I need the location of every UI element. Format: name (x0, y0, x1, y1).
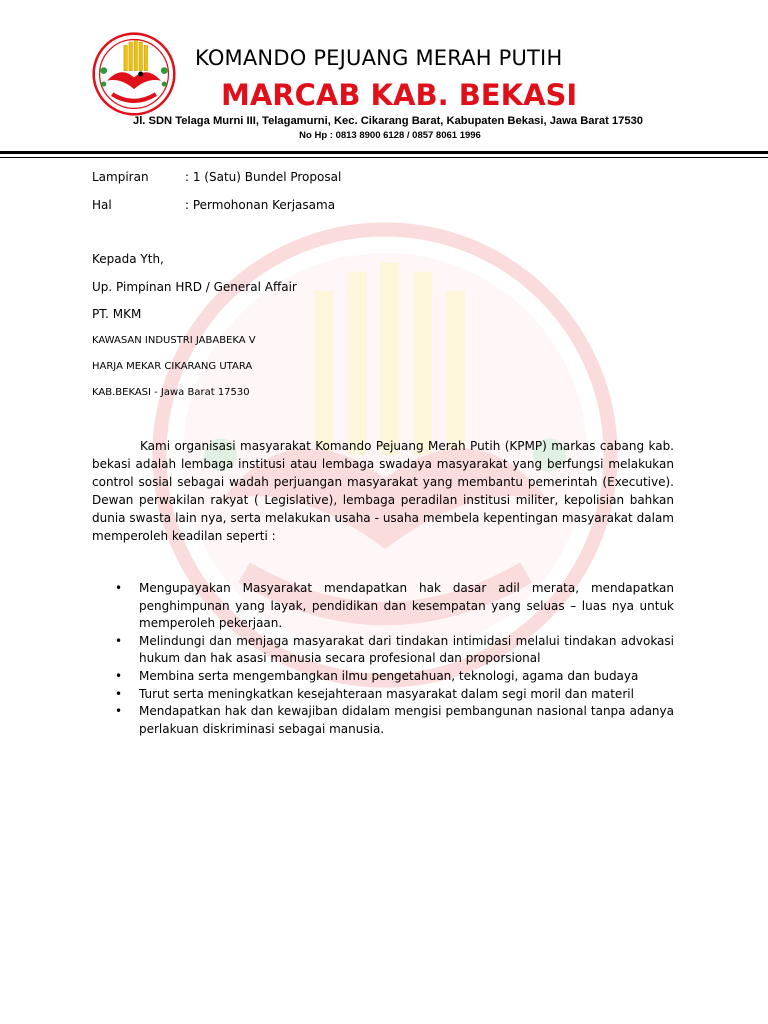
objectives-list (92, 580, 674, 738)
list-item (92, 633, 674, 668)
list-item (92, 686, 674, 704)
bullet-icon: • (115, 581, 123, 595)
greeting: Kepada Yth, (92, 252, 164, 266)
list-item (92, 580, 674, 633)
bullet-icon: • (115, 633, 123, 648)
header-divider-thin (0, 157, 768, 158)
recipient-address-line1: KAWASAN INDUSTRI JABABEKA V (92, 335, 256, 346)
attention-line: Up. Pimpinan HRD / General Affair (92, 280, 297, 294)
list-item-text: Membina serta mengembangkan ilmu pengetahuan, teknologi, agama dan budaya (139, 668, 639, 683)
recipient-company: PT. MKM (92, 307, 142, 321)
branch-name: MARCAB KAB. BEKASI (221, 78, 578, 112)
hal-label: Hal (92, 198, 112, 212)
bullet-icon: • (115, 686, 123, 701)
list-item (92, 668, 674, 686)
organization-logo (92, 32, 176, 116)
hal-value: : Permohonan Kerjasama (185, 198, 336, 212)
lampiran-label: Lampiran (92, 170, 149, 184)
hal-row (92, 198, 335, 212)
organization-name: KOMANDO PEJUANG MERAH PUTIH (195, 46, 563, 70)
list-item (92, 703, 674, 738)
bullet-icon: • (115, 668, 123, 683)
recipient-address-line2: HARJA MEKAR CIKARANG UTARA (92, 361, 253, 372)
list-item-text: Mendapatkan hak dan kewajiban didalam mengisi pembangunan nasional tanpa adanya perlakuan diskriminasi sebagai manusia. (139, 704, 674, 736)
body-paragraph: Kami organisasi masyarakat Komando Pejuang Merah Putih (KPMP) markas cabang kab. bekasi adalah lembaga institusi atau lembaga swadaya masyarakat yang berfungsi melakukan control sosial sebagai wadah perjuangan masyarakat yang membantu pemerintah (Executive). Dewan perwakilan rakyat ( Legislative), lembaga peradilan institusi militer, kepolisian bahkan dunia swasta lain nya, serta melakukan usaha - usaha membela kepentingan masyarakat dalam memperoleh keadilan seperti : (92, 439, 674, 543)
lampiran-row (92, 170, 341, 184)
header-address: Jl. SDN Telaga Murni III, Telagamurni, Kec. Cikarang Barat, Kabupaten Bekasi, Jawa Barat 17530 (132, 115, 644, 127)
lampiran-value: : 1 (Satu) Bundel Proposal (185, 170, 342, 184)
header-phone: No Hp : 0813 8900 6128 / 0857 8061 1996 (299, 130, 481, 141)
bullet-icon: • (115, 704, 123, 719)
list-item-text: Mengupayakan Masyarakat mendapatkan hak dasar adil merata, mendapatkan penghimpunan yang layak, pendidikan dan kesempatan yang seluas – luas nya untuk memperoleh pekerjaan. (139, 581, 674, 631)
recipient-address-line3: KAB.BEKASI - Jawa Barat 17530 (92, 387, 250, 398)
list-item-text: Turut serta meningkatkan kesejahteraan masyarakat dalam segi moril dan materil (139, 686, 634, 701)
header-divider-thick (0, 151, 768, 154)
list-item-text: Melindungi dan menjaga masyarakat dari tindakan intimidasi melalui tindakan advokasi hukum dan hak asasi manusia secara profesional dan proporsional (139, 633, 674, 666)
